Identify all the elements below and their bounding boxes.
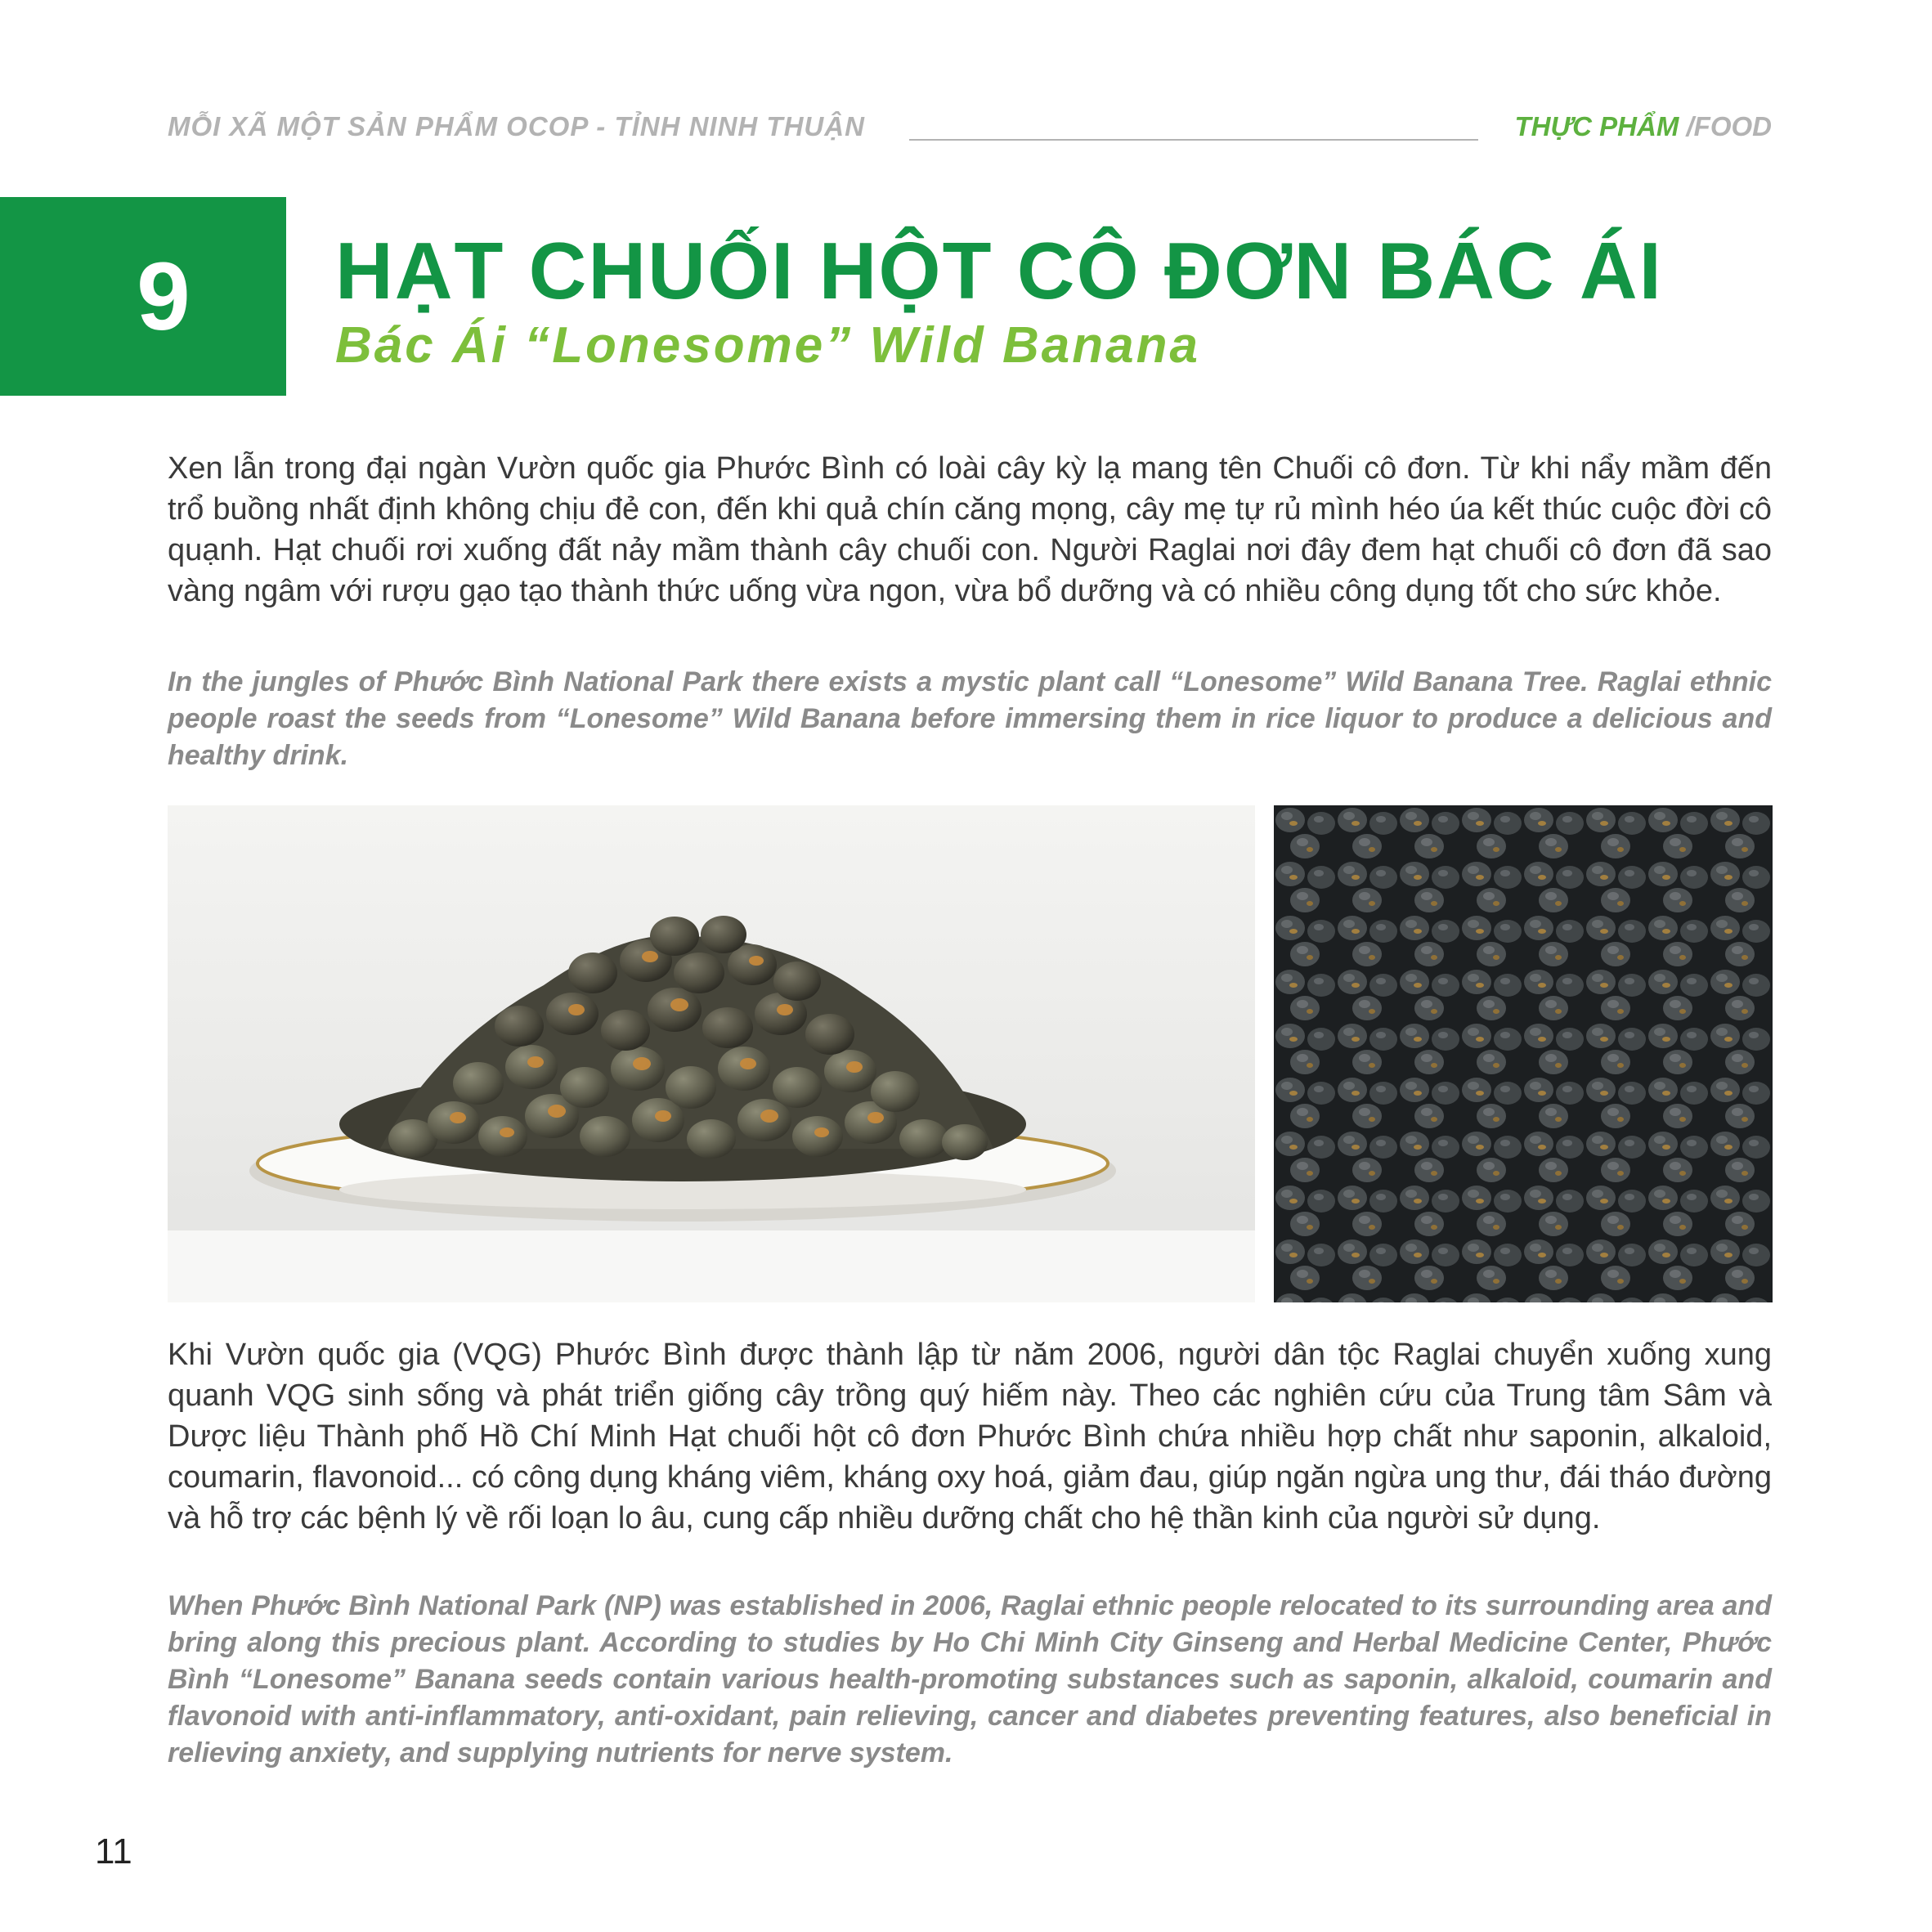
- history-paragraph-vn: Khi Vườn quốc gia (VQG) Phước Bình được thành lập từ năm 2006, người dân tộc Raglai chuyển xuống xung quanh VQG sinh sống và phát triển giống cây trồng quý hiếm này. Theo các nghiên cứu của Trung tâm Sâm và Dược liệu Thành phố Hồ Chí Minh Hạt chuối hột cô đơn Phước Bình chứa nhiều hợp chất như saponin, alkaloid, coumarin, flavonoid... có công dụng kháng viêm, kháng oxy hoá, giảm đau, giúp ngăn ngừa ung thư, đái tháo đường và hỗ trợ các bệnh lý về rối loạn lo âu, cung cấp nhiều dưỡng chất cho hệ thần kinh của người sử dụng.: [168, 1338, 1772, 1535]
- series-title: MỖI XÃ MỘT SẢN PHẨM OCOP - TỈNH NINH THUẬN: [168, 111, 865, 141]
- category-separator: /: [1686, 111, 1694, 141]
- intro-paragraph-vn: Xen lẫn trong đại ngàn Vườn quốc gia Phước Bình có loài cây kỳ lạ mang tên Chuối cô đơn. Từ khi nẩy mầm đến trổ buồng nhất định không chịu đẻ con, đến khi quả chín căng mọng, cây mẹ tự rủ mình héo úa kết thúc cuộc đời cô quạnh. Hạt chuối rơi xuống đất nảy mầm thành cây chuối con. Người Raglai nơi đây đem hạt chuối cô đơn đã sao vàng ngâm với rượu gạo tạo thành thức uống vừa ngon, vừa bổ dưỡng và có nhiều công dụng tốt cho sức khỏe.: [168, 451, 1772, 608]
- seeds-on-plate-photo: [168, 805, 1255, 1302]
- page-number: 11: [95, 1831, 132, 1871]
- product-title-vn: HẠT CHUỐI HỘT CÔ ĐƠN BÁC ÁI: [335, 226, 1663, 316]
- category-vn: THỰC PHẨM: [1514, 111, 1679, 141]
- product-title-en: Bác Ái “Lonesome” Wild Banana: [335, 317, 1200, 374]
- product-number: 9: [137, 242, 191, 351]
- seeds-on-plate-illustration: [168, 805, 1255, 1302]
- seeds-closeup-illustration: [1274, 805, 1773, 1302]
- product-number-badge: [0, 197, 286, 396]
- history-paragraph-en: When Phước Bình National Park (NP) was established in 2006, Raglai ethnic people relocated to its surrounding area and bring along this precious plant. According to studies by Ho Chi Minh City Ginseng and Herbal Medicine Center, Phước Bình “Lonesome” Banana seeds contain various health-promoting substances such as saponin, alkaloid, coumarin and flavonoid with anti-inflammatory, anti-oxidant, pain relieving, cancer and diabetes preventing features, also beneficial in relieving anxiety, and supplying nutrients for nerve system.: [168, 1590, 1772, 1768]
- category-en: FOOD: [1693, 111, 1772, 141]
- header-divider: [909, 139, 1478, 141]
- intro-paragraph-en: In the jungles of Phước Bình National Park there exists a mystic plant call “Lonesome” Wild Banana Tree. Raglai ethnic people roast the seeds from “Lonesome” Wild Banana before immersing them in rice liquor to produce a delicious and healthy drink.: [168, 666, 1772, 771]
- category-label: [1514, 111, 1772, 142]
- seeds-closeup-photo: [1274, 805, 1773, 1302]
